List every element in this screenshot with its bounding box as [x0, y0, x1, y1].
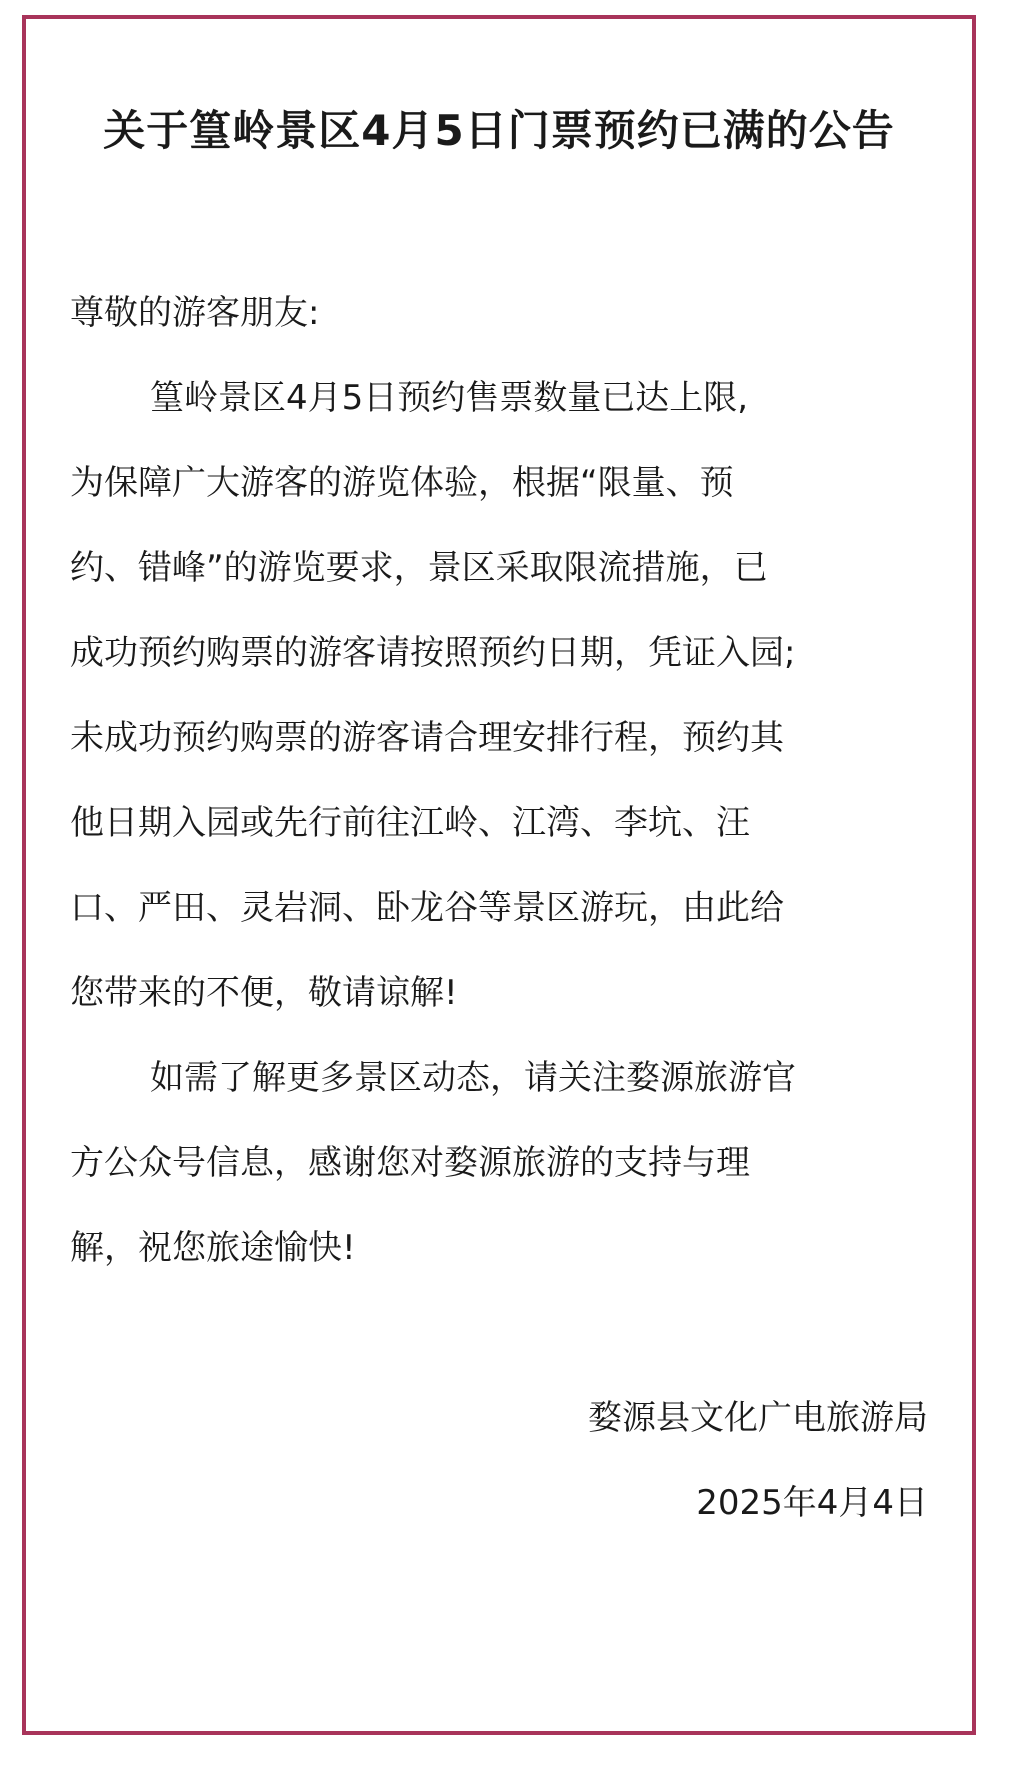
paragraph2-line-1: 如需了解更多景区动态，请关注婺源旅游官	[150, 1058, 796, 1098]
paragraph1-line-1: 篁岭景区4月5日预约售票数量已达上限,	[150, 378, 749, 418]
paragraph1-line-7: 口、严田、灵岩洞、卧龙谷等景区游玩，由此给	[70, 888, 784, 928]
paragraph1-line-2: 为保障广大游客的游览体验，根据“限量、预	[70, 463, 734, 503]
paragraph1-line-8: 您带来的不便，敬请谅解!	[70, 973, 458, 1013]
paragraph1-line-5: 未成功预约购票的游客请合理安排行程，预约其	[70, 718, 784, 758]
salutation: 尊敬的游客朋友:	[70, 293, 320, 333]
notice-frame	[22, 15, 976, 1735]
issuer-name: 婺源县文化广电旅游局	[588, 1398, 928, 1438]
notice-title: 关于篁岭景区4月5日门票预约已满的公告	[103, 106, 895, 155]
issue-date: 2025年4月4日	[696, 1483, 928, 1523]
paragraph1-line-3: 约、错峰”的游览要求，景区采取限流措施，已	[70, 548, 768, 588]
paragraph2-line-3: 解，祝您旅途愉快!	[70, 1228, 356, 1268]
paragraph1-line-6: 他日期入园或先行前往江岭、江湾、李坑、汪	[70, 803, 750, 843]
paragraph2-line-2: 方公众号信息，感谢您对婺源旅游的支持与理	[70, 1143, 750, 1183]
paragraph1-line-4: 成功预约购票的游客请按照预约日期，凭证入园;	[70, 633, 796, 673]
